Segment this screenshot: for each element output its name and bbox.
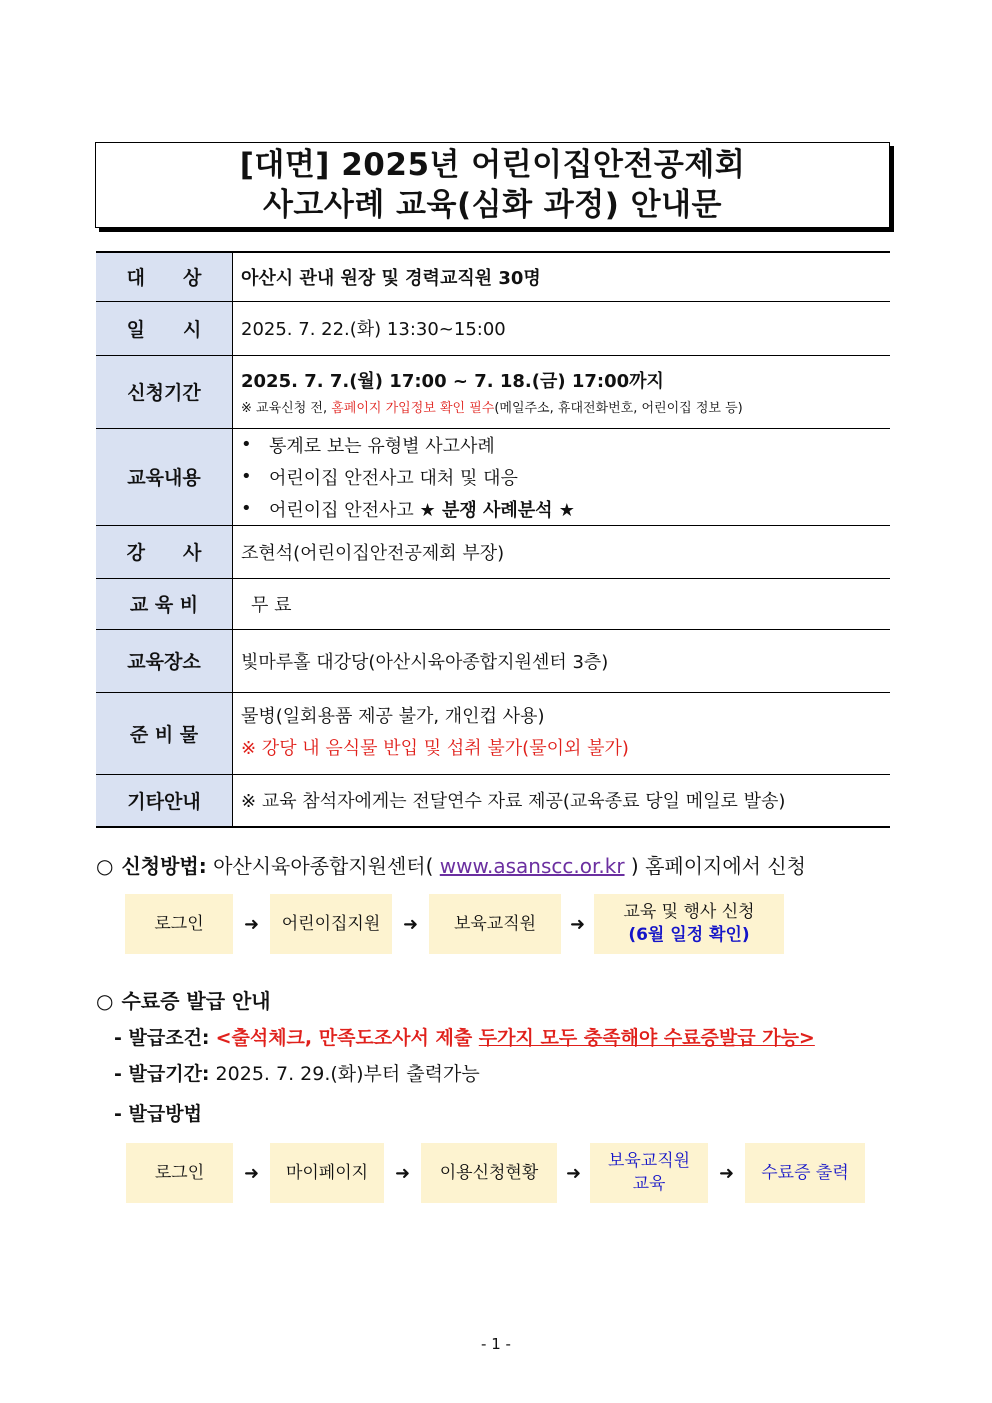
flow-step-apply-line2: (6월 일정 확인) — [628, 925, 750, 945]
target-value: 아산시 관내 원장 및 경력교직원 30명 — [233, 252, 891, 301]
fee-value: 무 료 — [233, 578, 891, 629]
condition-line — [114, 1023, 815, 1050]
table-row — [96, 428, 890, 525]
note-red: 홈페이지 가입정보 확인 필수 — [331, 401, 495, 416]
arrow-icon: ➜ — [402, 913, 419, 935]
apply-method-line — [96, 850, 806, 879]
condition-value — [216, 1027, 815, 1049]
circle-bullet: ○ — [96, 989, 114, 1013]
fee-label: 교 육 비 — [96, 578, 233, 629]
arrow-icon: ➜ — [243, 913, 260, 935]
note-prefix: ※ 교육신청 전, — [241, 401, 332, 416]
place-value: 빛마루홀 대강당(아산시육아종합지원센터 3층) — [233, 629, 891, 692]
flow-step-apply-line1: 교육 및 행사 신청 — [623, 902, 755, 922]
cert-step-print: 수료증 출력 — [745, 1143, 865, 1203]
prep-value: 물병(일회용품 제공 불가, 개인컵 사용) — [241, 706, 545, 727]
table-row — [96, 774, 890, 827]
flow-step-daycare-support: 어린이집지원 — [270, 894, 392, 954]
cert-step-mypage: 마이페이지 — [270, 1143, 384, 1203]
condition-label: - 발급조건: — [114, 1027, 210, 1049]
apply-method-heading: 신청방법: — [121, 854, 207, 878]
table-row — [96, 355, 890, 428]
content-item-2: 어린이집 안전사고 대처 및 대응 — [269, 467, 518, 489]
list-item — [241, 493, 882, 525]
period-label: - 발급기간: — [114, 1063, 210, 1085]
note-suffix: (메일주소, 휴대전화번호, 어린이집 정보 등) — [494, 401, 743, 416]
apply-period-label: 신청기간 — [96, 355, 233, 428]
page-number: - 1 - — [481, 1335, 511, 1353]
bullet: • — [241, 466, 252, 487]
arrow-icon: ➜ — [243, 1162, 260, 1184]
flow-step-apply — [594, 894, 784, 954]
list-item — [241, 429, 882, 461]
cert-step-staff-edu — [590, 1143, 708, 1203]
prep-warning: ※ 강당 내 음식물 반입 및 섭취 불가(물이외 불가) — [241, 738, 629, 759]
condition-value-b: 두가지 모두 충족해야 수료증발급 가능> — [478, 1027, 815, 1049]
etc-value: ※ 교육 참석자에게는 전달연수 자료 제공(교육종료 당일 메일로 발송) — [233, 774, 891, 827]
etc-label: 기타안내 — [96, 774, 233, 827]
arrow-icon: ➜ — [565, 1162, 582, 1184]
instructor-value: 조현석(어린이집안전공제회 부장) — [233, 525, 891, 578]
table-row — [96, 525, 890, 578]
instructor-label: 강 사 — [96, 525, 233, 578]
content-item-3-bold: ★ 분쟁 사례분석 ★ — [419, 499, 575, 521]
cert-step-staff-edu-line1: 보육교직원 — [607, 1151, 691, 1171]
list-item — [241, 461, 882, 493]
apply-period-value: 2025. 7. 7.(월) 17:00 ~ 7. 18.(금) 17:00까지 — [241, 371, 664, 392]
arrow-icon: ➜ — [394, 1162, 411, 1184]
content-label: 교육내용 — [96, 428, 233, 525]
prep-cell — [233, 692, 891, 774]
period-line — [114, 1059, 480, 1086]
apply-method-text-before: 아산시육아종합지원센터( — [206, 854, 440, 878]
target-label: 대 상 — [96, 252, 233, 301]
table-row — [96, 629, 890, 692]
title-line-2: 사고사례 교육(심화 과정) 안내문 — [262, 187, 722, 223]
datetime-label: 일 시 — [96, 301, 233, 355]
flow-step-staff: 보육교직원 — [429, 894, 561, 954]
apply-flow — [125, 894, 784, 954]
cert-step-staff-edu-line2: 교육 — [632, 1174, 666, 1194]
prep-label: 준 비 물 — [96, 692, 233, 774]
content-cell — [233, 428, 891, 525]
arrow-icon: ➜ — [718, 1162, 735, 1184]
table-row — [96, 692, 890, 774]
flow-step-login: 로그인 — [125, 894, 233, 954]
arrow-icon: ➜ — [569, 913, 586, 935]
period-value: 2025. 7. 29.(화)부터 출력가능 — [209, 1063, 480, 1085]
table-row — [96, 301, 890, 355]
title-line-1: [대면] 2025년 어린이집안전공제회 — [239, 147, 746, 183]
cert-step-status: 이용신청현황 — [421, 1143, 557, 1203]
table-row — [96, 252, 890, 301]
bullet: • — [241, 434, 252, 455]
cert-step-login: 로그인 — [126, 1143, 233, 1203]
title-box — [95, 142, 890, 228]
method-label: - 발급방법 — [114, 1103, 202, 1125]
site-link[interactable]: www.asanscc.or.kr — [439, 854, 625, 878]
apply-method-text-after: ) 홈페이지에서 신청 — [624, 854, 806, 878]
content-item-1: 통계로 보는 유형별 사고사례 — [269, 435, 495, 457]
condition-value-a: <출석체크, 만족도조사서 제출 — [215, 1027, 479, 1049]
place-label: 교육장소 — [96, 629, 233, 692]
apply-period-note — [241, 397, 882, 416]
certificate-flow — [126, 1143, 865, 1203]
circle-bullet: ○ — [96, 854, 114, 878]
bullet: • — [241, 498, 252, 519]
datetime-value: 2025. 7. 22.(화) 13:30~15:00 — [233, 301, 891, 355]
certificate-heading-line — [96, 985, 271, 1014]
info-table — [96, 251, 890, 828]
apply-period-cell — [233, 355, 891, 428]
content-item-3: 어린이집 안전사고 — [269, 499, 420, 521]
certificate-heading: 수료증 발급 안내 — [121, 989, 271, 1013]
table-row — [96, 578, 890, 629]
